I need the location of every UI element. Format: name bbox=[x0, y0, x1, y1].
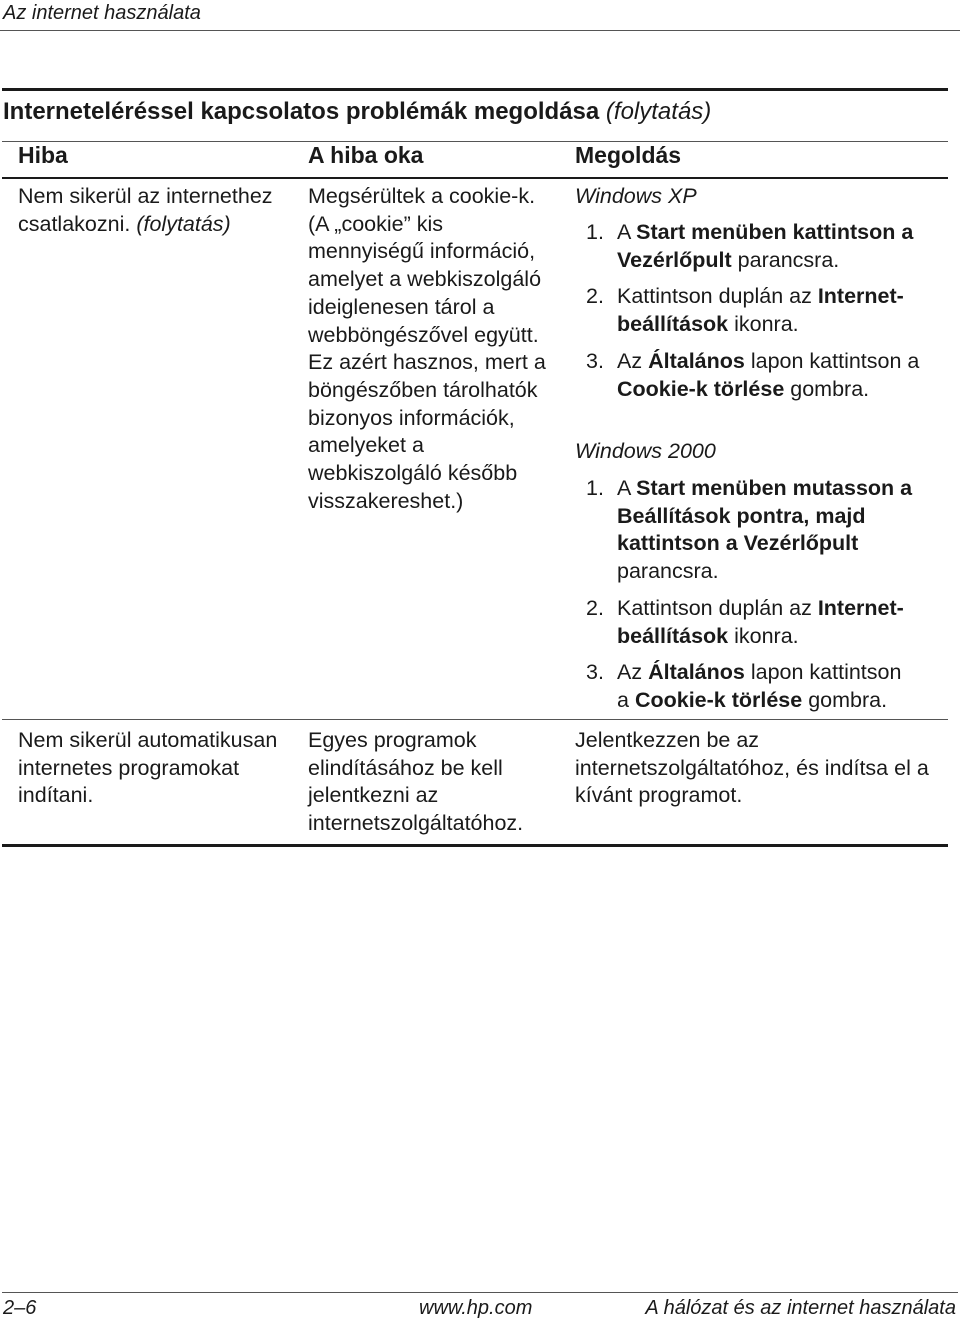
row2-solution: Jelentkezzen be az internetszolgáltatóhoz, és indítsa el a kívánt programot. bbox=[575, 728, 929, 808]
table-bottom-rule bbox=[2, 844, 948, 847]
running-header bbox=[0, 0, 960, 31]
xp-steps bbox=[586, 219, 936, 412]
row1-problem bbox=[18, 183, 288, 238]
page-number: 2–6 bbox=[3, 1297, 37, 1319]
row2-problem: Nem sikerül automatikusan internetes programokat indítani. bbox=[18, 728, 278, 808]
xp-step-2: 2. Kattintson duplán az Internet-beállítások ikonra. bbox=[586, 284, 904, 337]
header-top-rule bbox=[2, 141, 948, 142]
column-header-cause: A hiba oka bbox=[308, 142, 424, 168]
title-rule bbox=[2, 88, 948, 91]
footer-url: www.hp.com bbox=[419, 1297, 533, 1319]
footer-rule bbox=[2, 1292, 958, 1293]
row1-problem-text: Nem sikerül az internethez csatlakozni. bbox=[18, 184, 273, 236]
w2k-step-1: 1. A Start menüben mutasson a Beállítások pontra, majd kattintson a Vezérlőpult parancsra. bbox=[586, 476, 913, 584]
w2k-steps bbox=[586, 475, 916, 724]
section-title-continued: (folytatás) bbox=[605, 98, 712, 125]
row-divider bbox=[2, 719, 948, 720]
xp-step-1: 1. A Start menüben kattintson a Vezérlőpult parancsra. bbox=[586, 220, 914, 272]
header-bottom-rule bbox=[2, 177, 948, 179]
xp-step-3: 3. Az Általános lapon kattintson a Cookie-k törlése gombra. bbox=[586, 348, 920, 401]
footer-title: A hálózat és az internet használata bbox=[645, 1297, 956, 1319]
column-header-problem: Hiba bbox=[18, 142, 68, 168]
row1-problem-continued: (folytatás) bbox=[136, 211, 231, 236]
row2-cause: Egyes programok elindításához be kell jelentkezni az internetszolgáltatóhoz. bbox=[308, 728, 524, 836]
w2k-step-3: 3. Az Általános lapon kattintson a Cookie-k törlése gombra. bbox=[586, 660, 902, 712]
section-title bbox=[3, 98, 711, 126]
windows-2000-label: Windows 2000 bbox=[575, 439, 716, 463]
row1-cause: Megsérültek a cookie-k. (A „cookie” kis mennyiségű információ, amelyet a webkiszolgáló ideiglenesen tárol a webböngészővel együtt. Ez azért hasznos, mert a böngészőben tárolhatók bizonyos információk, amelyeket a webkiszolgáló később visszakereshet.) bbox=[308, 184, 546, 513]
column-header-solution: Megoldás bbox=[575, 142, 682, 168]
windows-xp-label: Windows XP bbox=[575, 184, 697, 208]
section-title-text: Interneteléréssel kapcsolatos problémák megoldása bbox=[3, 98, 600, 125]
w2k-step-2: 2. Kattintson duplán az Internet-beállítások ikonra. bbox=[586, 595, 904, 648]
running-title: Az internet használata bbox=[3, 2, 201, 24]
